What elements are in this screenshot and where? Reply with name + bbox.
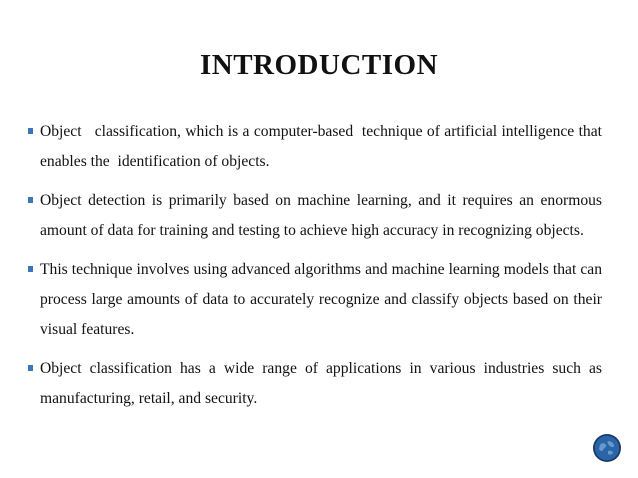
- bullet-text: Object classification has a wide range of applications in various industries such as manufacturing, retail, and security.: [40, 360, 602, 407]
- bullet-item: [28, 354, 602, 414]
- bullet-text: Object detection is primarily based on machine learning, and it requires an enormous amount of data for training and testing to achieve high accuracy in recognizing objects.: [40, 192, 602, 239]
- globe-logo-icon: [592, 433, 622, 463]
- bullet-item: [28, 186, 602, 246]
- bullet-text: Object classification, which is a computer-based technique of artificial intelligence that enables the identification of objects.: [40, 123, 606, 170]
- bullet-text: This technique involves using advanced algorithms and machine learning models that can process large amounts of data to accurately recognize and classify objects based on their visual features.: [40, 261, 602, 338]
- square-bullet-icon: [28, 266, 33, 272]
- bullet-item: [28, 255, 602, 345]
- bullet-item: [28, 117, 606, 177]
- square-bullet-icon: [28, 365, 33, 371]
- square-bullet-icon: [28, 197, 33, 203]
- bullet-list: [28, 117, 606, 423]
- square-bullet-icon: [28, 128, 33, 134]
- slide-title: INTRODUCTION: [199, 49, 439, 81]
